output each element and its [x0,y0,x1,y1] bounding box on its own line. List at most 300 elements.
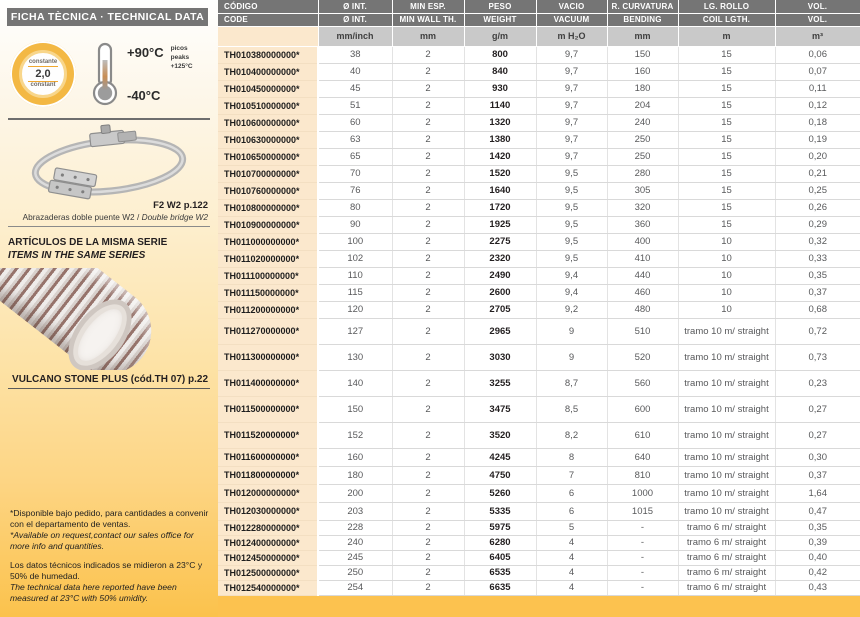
value-cell: - [607,535,678,550]
value-cell: 65 [318,148,392,165]
peaks-value: +125°C [170,62,193,70]
product-code-cell: TH010760000000* [218,182,318,199]
value-cell: 1520 [464,165,536,182]
table-row [218,114,860,131]
value-cell: 480 [607,301,678,318]
value-cell: tramo 10 m/ straight [678,318,775,344]
value-cell: 0,32 [775,233,860,250]
product-code-cell: TH010380000000* [218,46,318,63]
value-cell: 240 [318,535,392,550]
table-row [218,466,860,484]
column-header: MIN ESP. [392,0,464,13]
value-cell: 2320 [464,250,536,267]
sidebar-divider [8,118,210,120]
value-cell: 76 [318,182,392,199]
value-cell: 240 [607,114,678,131]
value-cell: 9,5 [536,216,607,233]
value-cell: 2 [392,284,464,301]
value-cell: 2 [392,199,464,216]
footnote-availability-es: *Disponible bajo pedido, para cantidades a convenir con el departamento de ventas. [10,508,209,529]
value-cell: 2 [392,520,464,535]
value-cell: 203 [318,502,392,520]
column-header: MIN WALL TH. [392,13,464,26]
series-heading [8,236,208,262]
footnote-conditions-en: The technical data here reported have been measured at 23°C with 50% umidity. [10,582,177,603]
value-cell: 0,23 [775,370,860,396]
constant-pressure-badge-inner [19,50,67,98]
value-cell: 2 [392,97,464,114]
table-row [218,396,860,422]
unit-label: mm [392,26,464,46]
value-cell: 4 [536,565,607,580]
product-code-cell: TH010630000000* [218,131,318,148]
value-cell: 2705 [464,301,536,318]
value-cell: 0,42 [775,565,860,580]
column-header: BENDING [607,13,678,26]
table-row [218,318,860,344]
product-code-cell: TH011600000000* [218,448,318,466]
table-row [218,284,860,301]
value-cell: 1140 [464,97,536,114]
value-cell: 3030 [464,344,536,370]
value-cell: 0,11 [775,80,860,97]
value-cell: 0,33 [775,250,860,267]
value-cell: 180 [607,80,678,97]
value-cell: 3475 [464,396,536,422]
value-cell: 0,39 [775,535,860,550]
column-header: LG. ROLLO [678,0,775,13]
product-code-cell: TH012500000000* [218,565,318,580]
units-row [218,26,860,46]
value-cell: 9,7 [536,131,607,148]
value-cell: 2 [392,233,464,250]
page-title [7,8,208,26]
value-cell: 1420 [464,148,536,165]
value-cell: 1720 [464,199,536,216]
footnotes [10,508,210,604]
value-cell: 2 [392,250,464,267]
table-row [218,131,860,148]
value-cell: 9,5 [536,165,607,182]
value-cell: 254 [318,580,392,595]
value-cell: - [607,565,678,580]
product-code-cell: TH010900000000* [218,216,318,233]
value-cell: 0,35 [775,520,860,535]
value-cell: 2275 [464,233,536,250]
value-cell: 440 [607,267,678,284]
value-cell: 9,7 [536,46,607,63]
value-cell: 4245 [464,448,536,466]
value-cell: 15 [678,80,775,97]
column-header: VOL. [775,13,860,26]
clamp-image [17,124,202,200]
value-cell: 0,27 [775,422,860,448]
product-code-cell: TH011150000000* [218,284,318,301]
product-code-cell: TH010450000000* [218,80,318,97]
value-cell: 2 [392,267,464,284]
unit-label: mm [607,26,678,46]
unit-label-empty [218,26,318,46]
value-cell: 6 [536,484,607,502]
value-cell: 0,40 [775,550,860,565]
value-cell: 410 [607,250,678,267]
value-cell: 15 [678,46,775,63]
table-row [218,199,860,216]
column-header: Ø INT. [318,0,392,13]
value-cell: 10 [678,233,775,250]
value-cell: 9 [536,318,607,344]
value-cell: 2 [392,182,464,199]
product-code-cell: TH011200000000* [218,301,318,318]
value-cell: 810 [607,466,678,484]
table-row [218,565,860,580]
value-cell: 840 [464,63,536,80]
product-code-cell: TH011300000000* [218,344,318,370]
value-cell: 9,7 [536,148,607,165]
table-row [218,148,860,165]
value-cell: - [607,580,678,595]
table-row [218,301,860,318]
value-cell: 6280 [464,535,536,550]
product-code-cell: TH010600000000* [218,114,318,131]
value-cell: 0,37 [775,284,860,301]
temp-peaks-label [171,45,193,71]
value-cell: - [607,520,678,535]
value-cell: 110 [318,267,392,284]
value-cell: tramo 6 m/ straight [678,520,775,535]
value-cell: 250 [607,131,678,148]
value-cell: 51 [318,97,392,114]
value-cell: 15 [678,199,775,216]
value-cell: 6635 [464,580,536,595]
clamp-caption-es: Abrazaderas doble puente W2 / [22,212,142,222]
value-cell: 9,7 [536,80,607,97]
value-cell: 0,68 [775,301,860,318]
value-cell: 2965 [464,318,536,344]
hose-image [0,268,218,370]
value-cell: - [607,550,678,565]
value-cell: 5260 [464,484,536,502]
value-cell: 115 [318,284,392,301]
value-cell: 2 [392,131,464,148]
table-row [218,550,860,565]
header-row-es [218,0,860,13]
product-code-cell: TH012400000000* [218,535,318,550]
badge-label-es: constante [28,58,58,65]
value-cell: 6535 [464,565,536,580]
value-cell: 4 [536,580,607,595]
value-cell: 228 [318,520,392,535]
value-cell: 2 [392,565,464,580]
value-cell: tramo 10 m/ straight [678,484,775,502]
column-header: PESO [464,0,536,13]
value-cell: tramo 10 m/ straight [678,448,775,466]
table-row [218,250,860,267]
value-cell: 0,20 [775,148,860,165]
value-cell: 9,5 [536,250,607,267]
value-cell: 80 [318,199,392,216]
peaks-line-en: peaks [170,53,190,61]
value-cell: 2 [392,63,464,80]
value-cell: 3255 [464,370,536,396]
value-cell: 2 [392,114,464,131]
value-cell: 2 [392,484,464,502]
column-header: CÓDIGO [218,0,318,13]
value-cell: tramo 6 m/ straight [678,535,775,550]
value-cell: 250 [607,148,678,165]
value-cell: 0,73 [775,344,860,370]
value-cell: 600 [607,396,678,422]
value-cell: 4750 [464,466,536,484]
related-product-caption: VULCANO STONE PLUS (cód.TH 07) p.22 [8,374,210,389]
value-cell: 15 [678,63,775,80]
value-cell: 930 [464,80,536,97]
value-cell: 2 [392,580,464,595]
value-cell: 5975 [464,520,536,535]
value-cell: 9,7 [536,63,607,80]
value-cell: 15 [678,97,775,114]
value-cell: 2 [392,550,464,565]
value-cell: 9,4 [536,284,607,301]
value-cell: 15 [678,148,775,165]
product-code-cell: TH011100000000* [218,267,318,284]
value-cell: 2 [392,216,464,233]
value-cell: 2 [392,148,464,165]
value-cell: 127 [318,318,392,344]
value-cell: 152 [318,422,392,448]
value-cell: 9,2 [536,301,607,318]
value-cell: 0,07 [775,63,860,80]
value-cell: 15 [678,182,775,199]
table-row [218,448,860,466]
product-code-cell: TH010510000000* [218,97,318,114]
value-cell: 100 [318,233,392,250]
clamp-reference: F2 W2 p.122 [153,200,208,211]
value-cell: 9,5 [536,233,607,250]
value-cell: 15 [678,165,775,182]
value-cell: tramo 10 m/ straight [678,344,775,370]
product-code-cell: TH010700000000* [218,165,318,182]
value-cell: 610 [607,422,678,448]
value-cell: 640 [607,448,678,466]
value-cell: 305 [607,182,678,199]
column-header: VACUUM [536,13,607,26]
value-cell: 9,5 [536,182,607,199]
column-header: VOL. [775,0,860,13]
value-cell: 2 [392,502,464,520]
sidebar-divider-thin [8,226,210,227]
technical-data-table [218,0,860,596]
column-header: R. CURVATURA [607,0,678,13]
value-cell: 0,30 [775,448,860,466]
product-code-cell: TH011000000000* [218,233,318,250]
column-header: WEIGHT [464,13,536,26]
series-heading-es: ARTÍCULOS DE LA MISMA SERIE [8,237,168,248]
value-cell: 5335 [464,502,536,520]
table-row [218,344,860,370]
value-cell: 245 [318,550,392,565]
value-cell: tramo 6 m/ straight [678,550,775,565]
value-cell: 1640 [464,182,536,199]
temperature-range [90,42,193,106]
value-cell: 9,4 [536,267,607,284]
value-cell: 150 [607,46,678,63]
value-cell: 1925 [464,216,536,233]
value-cell: 1015 [607,502,678,520]
value-cell: 320 [607,199,678,216]
table-row [218,165,860,182]
column-header: VACIO [536,0,607,13]
value-cell: 102 [318,250,392,267]
value-cell: 6405 [464,550,536,565]
product-code-cell: TH011500000000* [218,396,318,422]
value-cell: 0,29 [775,216,860,233]
value-cell: 0,43 [775,580,860,595]
unit-label: m H₂O [536,26,607,46]
value-cell: tramo 10 m/ straight [678,422,775,448]
table-row [218,46,860,63]
badge-label-en: constant [30,82,56,89]
table-row [218,580,860,595]
value-cell: 90 [318,216,392,233]
value-cell: 180 [318,466,392,484]
unit-label: m [678,26,775,46]
value-cell: 1,64 [775,484,860,502]
value-cell: 2 [392,396,464,422]
product-code-cell: TH011020000000* [218,250,318,267]
column-header: COIL LGTH. [678,13,775,26]
value-cell: 400 [607,233,678,250]
value-cell: 63 [318,131,392,148]
value-cell: 0,47 [775,502,860,520]
clamp-caption-en: Double bridge W2 [141,212,208,222]
value-cell: tramo 10 m/ straight [678,466,775,484]
value-cell: 0,18 [775,114,860,131]
value-cell: 10 [678,267,775,284]
value-cell: 0,72 [775,318,860,344]
thermometer-icon [90,42,122,106]
value-cell: 38 [318,46,392,63]
table-row [218,80,860,97]
product-code-cell: TH011270000000* [218,318,318,344]
value-cell: 0,25 [775,182,860,199]
table-row [218,535,860,550]
table-row [218,267,860,284]
value-cell: 0,35 [775,267,860,284]
value-cell: 9 [536,344,607,370]
value-cell: 2 [392,301,464,318]
value-cell: 8,2 [536,422,607,448]
header-row-en [218,13,860,26]
table-row [218,422,860,448]
value-cell: 2 [392,318,464,344]
value-cell: 200 [318,484,392,502]
value-cell: 460 [607,284,678,301]
badge-value: 2,0 [28,66,57,82]
value-cell: 0,19 [775,131,860,148]
table-row [218,233,860,250]
value-cell: 510 [607,318,678,344]
table-row [218,484,860,502]
value-cell: 1380 [464,131,536,148]
value-cell: 60 [318,114,392,131]
value-cell: 4 [536,535,607,550]
value-cell: 8,5 [536,396,607,422]
table-row [218,182,860,199]
value-cell: 2 [392,165,464,182]
temp-min-label: -40°C [127,88,161,103]
value-cell: 1000 [607,484,678,502]
value-cell: 360 [607,216,678,233]
value-cell: 9,7 [536,97,607,114]
value-cell: 70 [318,165,392,182]
constant-pressure-badge [10,41,76,107]
value-cell: 2 [392,422,464,448]
value-cell: 0,27 [775,396,860,422]
product-code-cell: TH011520000000* [218,422,318,448]
unit-label: g/m [464,26,536,46]
temperature-labels [127,45,193,103]
table-row [218,97,860,114]
value-cell: 8 [536,448,607,466]
spec-icons-row [10,41,210,107]
value-cell: 9,5 [536,199,607,216]
value-cell: tramo 10 m/ straight [678,502,775,520]
table-row [218,520,860,535]
value-cell: 2 [392,448,464,466]
value-cell: 5 [536,520,607,535]
value-cell: 7 [536,466,607,484]
product-code-cell: TH011800000000* [218,466,318,484]
value-cell: 0,37 [775,466,860,484]
footnote-conditions-es: Los datos técnicos indicados se midieron a 23°C y 50% de humedad. [10,560,203,581]
value-cell: 150 [318,396,392,422]
clamp-caption [10,212,208,222]
product-code-cell: TH010800000000* [218,199,318,216]
value-cell: 800 [464,46,536,63]
page-title-text: FICHA TÈCNICA · TECHNICAL DATA [10,11,205,23]
value-cell: 2 [392,370,464,396]
value-cell: 204 [607,97,678,114]
table-row [218,63,860,80]
value-cell: 160 [607,63,678,80]
value-cell: 6 [536,502,607,520]
value-cell: 8,7 [536,370,607,396]
value-cell: 15 [678,216,775,233]
product-code-cell: TH012540000000* [218,580,318,595]
value-cell: 10 [678,250,775,267]
value-cell: 4 [536,550,607,565]
table-row [218,370,860,396]
sidebar [0,0,218,617]
value-cell: 160 [318,448,392,466]
value-cell: 2600 [464,284,536,301]
series-heading-en: ITEMS IN THE SAME SERIES [8,250,146,261]
value-cell: 3520 [464,422,536,448]
value-cell: 0,12 [775,97,860,114]
product-code-cell: TH010650000000* [218,148,318,165]
value-cell: 15 [678,131,775,148]
value-cell: tramo 10 m/ straight [678,370,775,396]
value-cell: 560 [607,370,678,396]
product-code-cell: TH012450000000* [218,550,318,565]
footnote-availability-en: *Available on request,contact our sales office for more info and quantities. [10,530,194,551]
peaks-line-es: picos [170,45,188,52]
value-cell: 130 [318,344,392,370]
column-header: Ø INT. [318,13,392,26]
value-cell: 9,7 [536,114,607,131]
value-cell: 0,26 [775,199,860,216]
